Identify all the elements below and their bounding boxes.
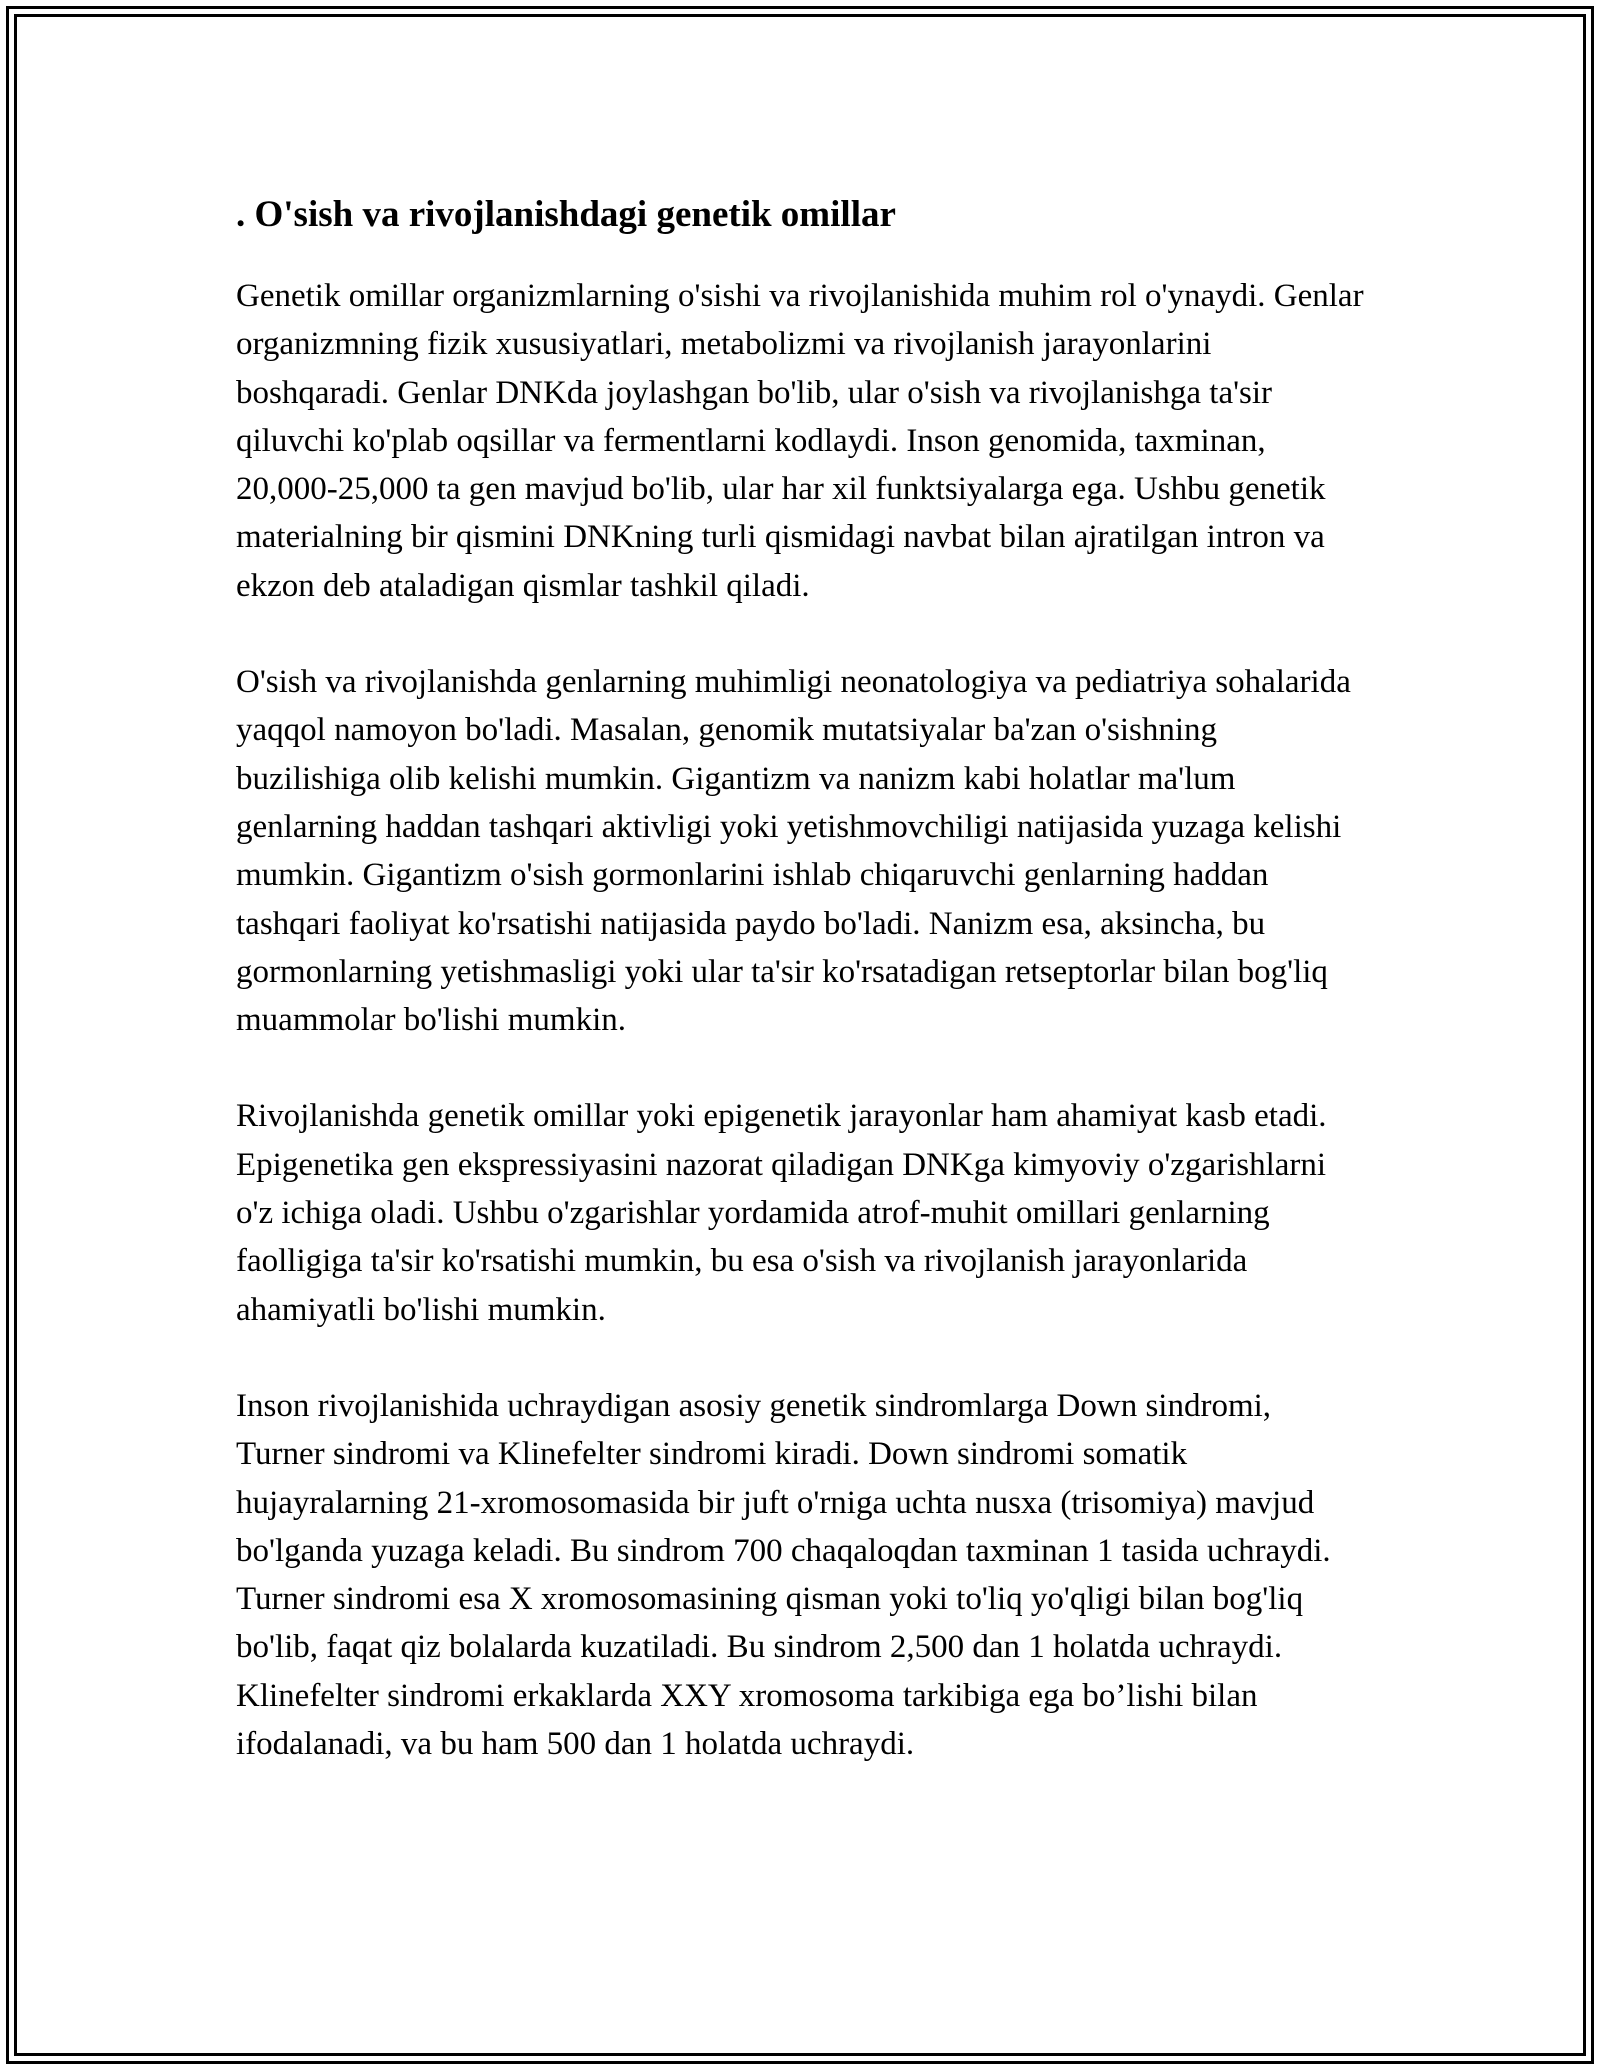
paragraph-genetic-syndromes: Inson rivojlanishida uchraydigan asosiy genetik sindromlarga Down sindromi, Turner sindromi va Klinefelter sindromi kiradi. Down sindromi somatik hujayralarning 21-xromosomasida bir juft o'rniga uchta nusxa (trisomiya) mavjud bo'lganda yuzaga keladi. Bu sindrom 700 chaqaloqdan taxminan 1 tasida uchraydi. Turner sindromi esa X xromosomasining qisman yoki to'liq yo'qligi bilan bog'liq bo'lib, faqat qiz bolalarda kuzatiladi. Bu sindrom 2,500 dan 1 holatda uchraydi. Klinefelter sindromi erkaklarda XXY xromosoma tarkibiga ega bo’lishi bilan ifodalanadi, va bu ham 500 dan 1 holatda uchraydi. — [236, 1387, 1331, 1763]
document-body — [236, 188, 1364, 1816]
paragraph-genetic-factors: Genetik omillar organizmlarning o'sishi va rivojlanishida muhim rol o'ynaydi. Genlar organizmning fizik xususiyatlari, metabolizmi va rivojlanish jarayonlarini boshqaradi. Genlar DNKda joylashgan bo'lib, ular o'sish va rivojlanishga ta'sir qiluvchi ko'plab oqsillar va fermentlarni kodlaydi. Inson genomida, taxminan, 20,000-25,000 ta gen mavjud bo'lib, ular har xil funktsiyalarga ega. Ushbu genetik materialning bir qismini DNKning turli qismidagi navbat bilan ajratilgan intron va ekzon deb ataladigan qismlar tashkil qiladi. — [236, 278, 1364, 604]
paragraph-growth-genes: O'sish va rivojlanishda genlarning muhimligi neonatologiya va pediatriya sohalarida yaqqol namoyon bo'ladi. Masalan, genomik mutatsiyalar ba'zan o'sishning buzilishiga olib kelishi mumkin. Gigantizm va nanizm kabi holatlar ma'lum genlarning haddan tashqari aktivligi yoki yetishmovchiligi natijasida yuzaga kelishi mumkin. Gigantizm o'sish gormonlarini ishlab chiqaruvchi genlarning haddan tashqari faoliyat ko'rsatishi natijasida paydo bo'ladi. Nanizm esa, aksincha, bu gormonlarning yetishmasligi yoki ular ta'sir ko'rsatadigan retseptorlar bilan bog'liq muammolar bo'lishi mumkin. — [236, 664, 1351, 1039]
paragraph-epigenetics: Rivojlanishda genetik omillar yoki epigenetik jarayonlar ham ahamiyat kasb etadi. Epigenetika gen ekspressiyasini nazorat qiladigan DNKga kimyoviy o'zgarishlarni o'z ichiga oladi. Ushbu o'zgarishlar yordamida atrof-muhit omillari genlarning faolligiga ta'sir ko'rsatishi mumkin, bu esa o'sish va rivojlanish jarayonlarida ahamiyatli bo'lishi mumkin. — [236, 1098, 1327, 1328]
document-title: . O'sish va rivojlanishdagi genetik omillar — [236, 194, 896, 235]
